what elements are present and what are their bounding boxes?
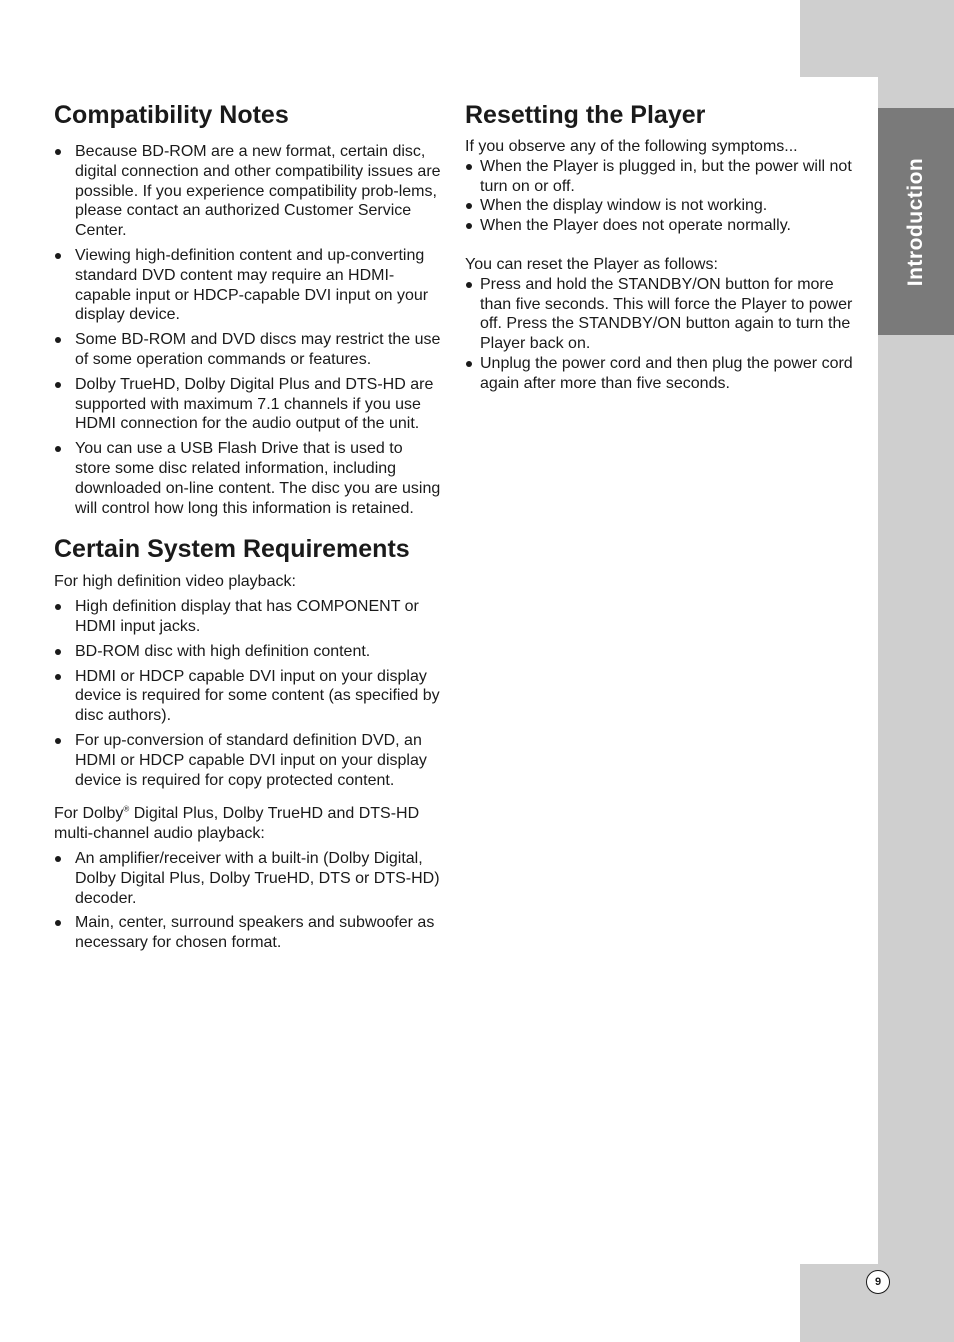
list-item: Unplug the power cord and then plug the power cord again after more than five seconds. [465, 354, 855, 394]
right-column [465, 100, 855, 394]
list-item: BD-ROM disc with high definition content. [54, 642, 442, 662]
section-tab [878, 108, 954, 335]
symptoms-list [465, 157, 855, 236]
registered-mark: ® [123, 804, 130, 814]
page-number: 9 [866, 1270, 890, 1294]
compatibility-list [54, 142, 442, 518]
audio-intro [54, 804, 442, 844]
list-item: Some BD-ROM and DVD discs may restrict the use of some operation commands or features. [54, 330, 442, 370]
section-tab-label: Introduction [904, 157, 927, 286]
list-item: Viewing high-definition content and up-converting standard DVD content may require an HDMI-capable input or HDCP-capable DVI input on your display device. [54, 246, 442, 325]
audio-intro-text: Digital Plus, Dolby TrueHD and DTS-HD multi-channel audio playback: [54, 805, 420, 843]
list-item: Press and hold the STANDBY/ON button for more than five seconds. This will force the Player to power off. Press the STANDBY/ON button again to turn the Player back on. [465, 275, 855, 354]
list-item: Dolby TrueHD, Dolby Digital Plus and DTS-HD are supported with maximum 7.1 channels if you use HDMI connection for the audio output of the unit. [54, 375, 442, 434]
audio-requirements-list [54, 849, 442, 953]
compatibility-heading: Compatibility Notes [54, 101, 289, 129]
reset-steps-list [465, 275, 855, 394]
symptoms-intro: If you observe any of the following symptoms... [465, 138, 798, 155]
list-item: For up-conversion of standard definition DVD, an HDMI or HDCP capable DVI input on your display device is required for copy protected content. [54, 731, 442, 790]
left-column [54, 100, 442, 958]
list-item: Because BD-ROM are a new format, certain disc, digital connection and other compatibility issues are possible. If you experience compatibility prob-lems, please contact an authorized Customer Service Center. [54, 142, 442, 241]
reset-intro: You can reset the Player as follows: [465, 255, 718, 273]
list-item: An amplifier/receiver with a built-in (Dolby Digital, Dolby Digital Plus, Dolby TrueHD, DTS or DTS-HD) decoder. [54, 849, 442, 908]
list-item: When the Player is plugged in, but the power will not turn on or off. [465, 157, 855, 197]
audio-intro-text: For Dolby [54, 805, 124, 823]
list-item: High definition display that has COMPONENT or HDMI input jacks. [54, 597, 442, 637]
list-item: When the Player does not operate normally. [465, 216, 855, 236]
video-requirements-list [54, 597, 442, 790]
list-item: When the display window is not working. [465, 196, 855, 216]
list-item: HDMI or HDCP capable DVI input on your display device is required for some content (as specified by disc authors). [54, 667, 442, 726]
list-item: You can use a USB Flash Drive that is used to store some disc related information, including downloaded on-line content. The disc you are using will control how long this information is retained. [54, 439, 442, 518]
requirements-heading: Certain System Requirements [54, 535, 410, 564]
list-item: Main, center, surround speakers and subwoofer as necessary for chosen format. [54, 913, 442, 953]
resetting-heading: Resetting the Player [465, 101, 706, 129]
video-intro: For high definition video playback: [54, 573, 296, 591]
